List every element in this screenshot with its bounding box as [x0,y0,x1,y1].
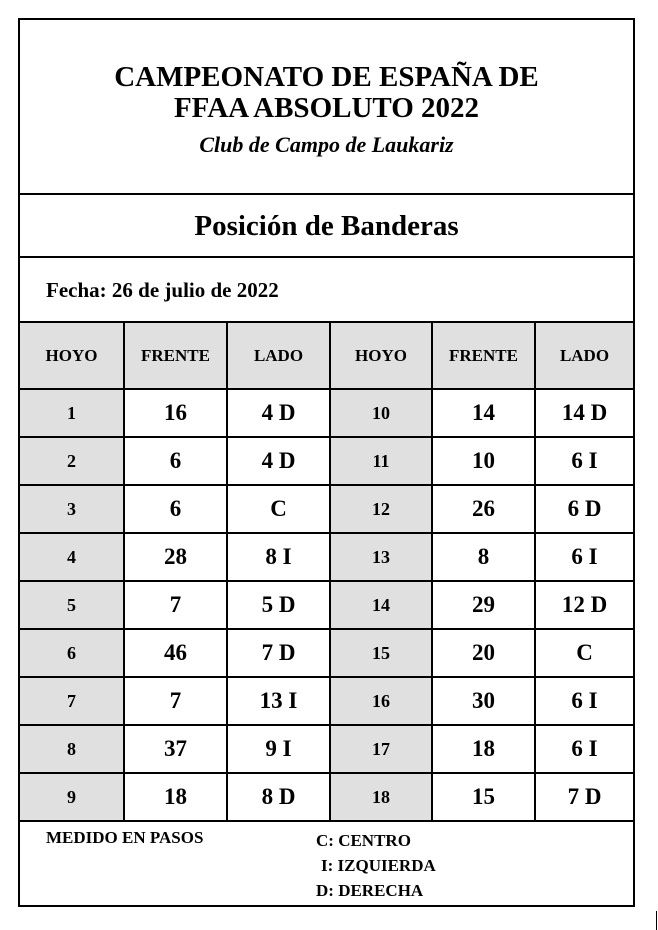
side-cell: 6 I [535,533,633,581]
table-row [20,581,633,629]
side-cell: 7 D [227,629,330,677]
hole-cell: 6 [20,629,124,677]
side-cell: 4 D [227,437,330,485]
section-title: Posición de Banderas [20,195,633,258]
table-row [20,629,633,677]
side-cell: 5 D [227,581,330,629]
front-cell: 15 [432,773,535,821]
hole-cell: 17 [330,725,432,773]
front-cell: 16 [124,389,227,437]
side-legend [316,828,436,903]
hole-cell: 14 [330,581,432,629]
side-cell: 14 D [535,389,633,437]
column-header-hole: HOYO [330,323,432,389]
column-header-front: FRENTE [432,323,535,389]
hole-cell: 13 [330,533,432,581]
side-cell: 6 I [535,725,633,773]
legend-right: D: DERECHA [316,881,424,900]
title-block [20,20,633,195]
front-cell: 8 [432,533,535,581]
hole-cell: 10 [330,389,432,437]
legend-left: I: IZQUIERDA [321,856,436,875]
side-cell: 9 I [227,725,330,773]
table-row [20,725,633,773]
front-cell: 7 [124,581,227,629]
side-cell: C [535,629,633,677]
column-header-hole: HOYO [20,323,124,389]
hole-cell: 8 [20,725,124,773]
front-cell: 46 [124,629,227,677]
venue-subtitle: Club de Campo de Laukariz [199,132,454,157]
front-cell: 29 [432,581,535,629]
date-label: Fecha: 26 de julio de 2022 [20,258,633,323]
hole-cell: 11 [330,437,432,485]
hole-cell: 15 [330,629,432,677]
column-header-side: LADO [535,323,633,389]
side-cell: C [227,485,330,533]
championship-title [20,62,633,124]
hole-cell: 4 [20,533,124,581]
table-row [20,389,633,437]
column-header-front: FRENTE [124,323,227,389]
side-cell: 7 D [535,773,633,821]
side-cell: 6 I [535,437,633,485]
hole-cell: 18 [330,773,432,821]
side-cell: 8 I [227,533,330,581]
front-cell: 20 [432,629,535,677]
hole-cell: 16 [330,677,432,725]
title-line-2: FFAA ABSOLUTO 2022 [173,92,480,124]
side-cell: 12 D [535,581,633,629]
side-cell: 6 D [535,485,633,533]
hole-cell: 7 [20,677,124,725]
column-header-side: LADO [227,323,330,389]
front-cell: 26 [432,485,535,533]
side-cell: 4 D [227,389,330,437]
title-line-1: CAMPEONATO DE ESPAÑA DE [114,61,539,93]
front-cell: 10 [432,437,535,485]
front-cell: 30 [432,677,535,725]
front-cell: 28 [124,533,227,581]
hole-cell: 1 [20,389,124,437]
table-row [20,533,633,581]
table-header-row [20,323,633,389]
table-row [20,485,633,533]
table-row [20,677,633,725]
front-cell: 18 [432,725,535,773]
hole-cell: 5 [20,581,124,629]
measurement-note: MEDIDO EN PASOS [46,828,204,847]
hole-cell: 9 [20,773,124,821]
side-cell: 8 D [227,773,330,821]
front-cell: 37 [124,725,227,773]
front-cell: 18 [124,773,227,821]
table-row [20,437,633,485]
hole-cell: 3 [20,485,124,533]
pin-positions-table [20,323,633,822]
hole-cell: 2 [20,437,124,485]
front-cell: 6 [124,485,227,533]
side-cell: 13 I [227,677,330,725]
side-cell: 6 I [535,677,633,725]
front-cell: 6 [124,437,227,485]
pin-position-sheet [18,18,635,907]
front-cell: 7 [124,677,227,725]
hole-cell: 12 [330,485,432,533]
legend-center: C: CENTRO [316,831,411,850]
table-row [20,773,633,821]
front-cell: 14 [432,389,535,437]
edge-mark [656,911,657,930]
